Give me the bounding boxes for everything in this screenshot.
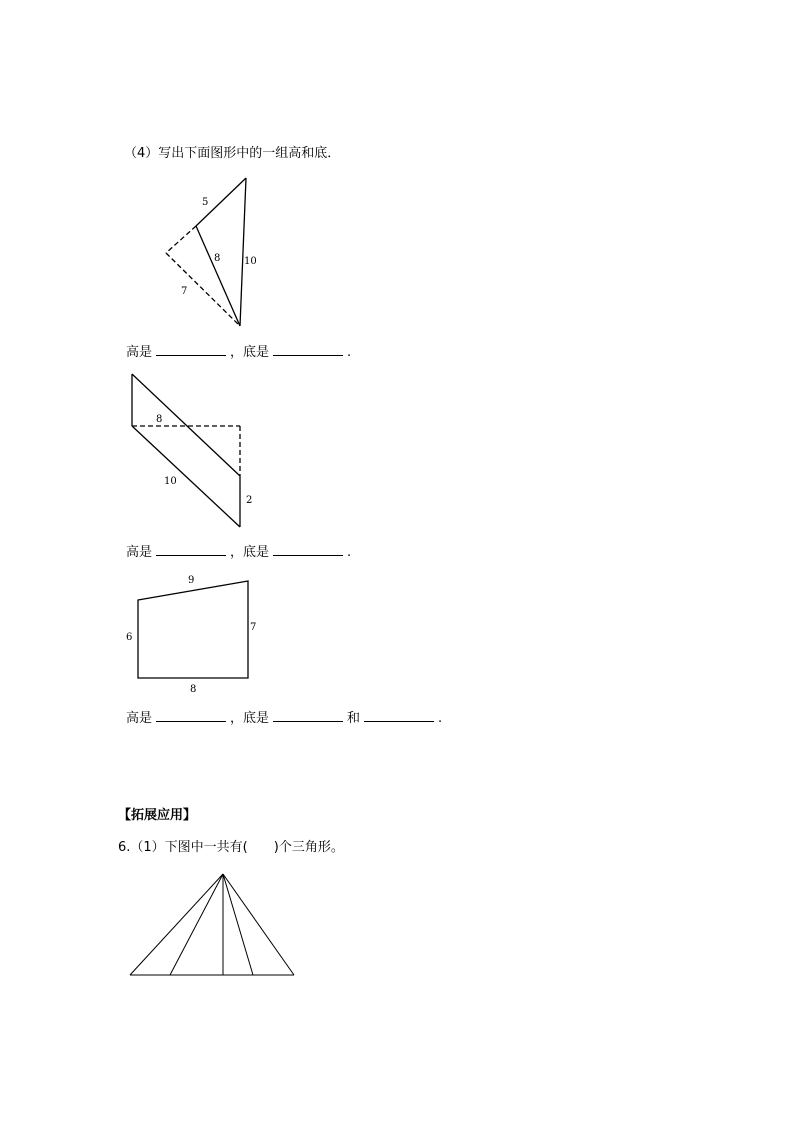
height-blank[interactable] [156, 343, 226, 356]
question-6-prompt: 6.（1）下图中一共有( )个三角形。 [118, 840, 344, 855]
answer-line-3 [126, 709, 442, 727]
figure3-label-8: 8 [190, 684, 197, 695]
figure2-label-2: 2 [246, 495, 253, 506]
height-label: 高是 [126, 345, 153, 360]
and-label: 和 [347, 711, 361, 726]
answer-line-2 [126, 543, 351, 561]
height-blank[interactable] [156, 543, 226, 556]
period: . [438, 711, 443, 726]
base-blank[interactable] [273, 543, 343, 556]
base-blank-1[interactable] [273, 709, 343, 722]
figure3-shape [138, 581, 248, 678]
figure1-label-8: 8 [214, 253, 221, 264]
base-blank-2[interactable] [364, 709, 434, 722]
period: . [347, 545, 352, 560]
base-label: ，底是 [230, 545, 270, 560]
height-label: 高是 [126, 711, 153, 726]
figure2-label-8: 8 [156, 414, 163, 425]
height-blank[interactable] [156, 709, 226, 722]
figure1-label-5: 5 [202, 197, 209, 208]
figure1-label-7: 7 [181, 286, 188, 297]
figure3-label-6: 6 [126, 632, 133, 643]
base-label: ，底是 [230, 711, 270, 726]
figure1-shape [166, 178, 246, 326]
figure4-triangle-fan [130, 874, 294, 975]
base-label: ，底是 [230, 345, 270, 360]
period: . [347, 345, 352, 360]
figure2-label-10: 10 [164, 476, 177, 487]
base-blank[interactable] [273, 343, 343, 356]
figure1-label-10: 10 [244, 256, 257, 267]
figure3-label-7: 7 [250, 622, 257, 633]
figure2-shape [132, 374, 240, 527]
figure3-label-9: 9 [188, 575, 195, 586]
extension-heading: 【拓展应用】 [118, 808, 197, 823]
answer-line-1 [126, 343, 351, 361]
question-4-prompt: （4）写出下面图形中的一组高和底． [124, 146, 341, 161]
height-label: 高是 [126, 545, 153, 560]
